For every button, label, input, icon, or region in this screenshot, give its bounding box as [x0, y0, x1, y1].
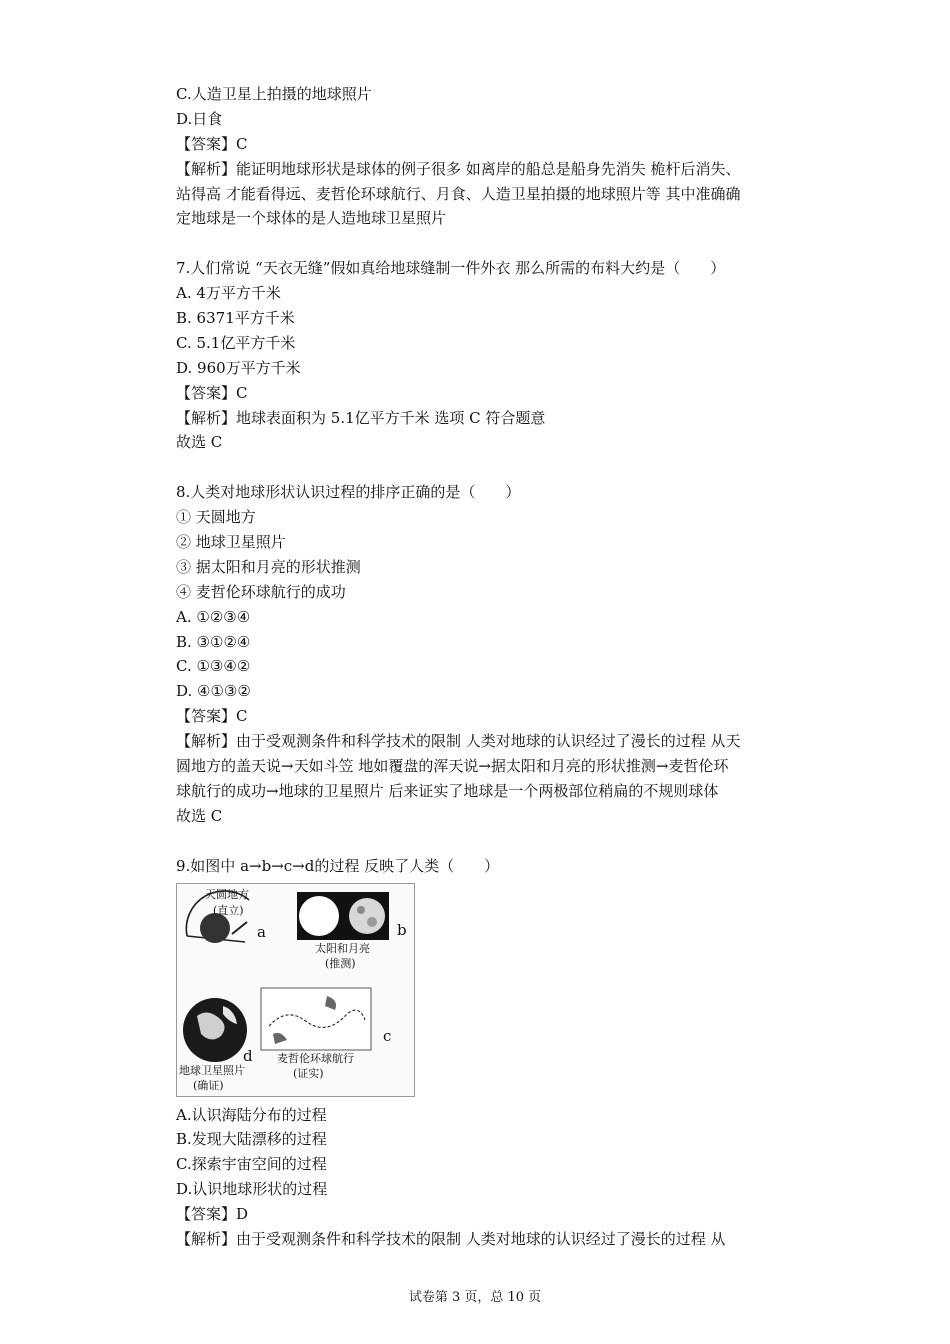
q8-option-a: A. ①②③④: [176, 607, 251, 626]
moon-crater: [357, 906, 365, 914]
page-content: [176, 82, 816, 1252]
figure-a-letter: a: [257, 922, 266, 941]
figure-d-title: 地球卫星照片: [179, 1063, 245, 1077]
q9-question: 9.如图中 a→b→c→d的过程 反映了人类（ ）: [176, 856, 500, 875]
q8-item-1: ① 天圆地方: [176, 508, 256, 527]
spacer: [176, 455, 816, 480]
q8-analysis-line-3: 球航行的成功→地球的卫星照片 后来证实了地球是一个两极部位稍扁的不规则球体: [176, 781, 719, 800]
page-footer: 试卷第 3 页，总 10 页: [408, 1290, 542, 1305]
q9-option-c: C.探索宇宙空间的过程: [176, 1155, 327, 1174]
figure-c-subtitle: (证实): [293, 1066, 324, 1080]
q7-option-d: D. 960万平方千米: [176, 358, 301, 377]
figure-a-title: 天圆地方: [205, 887, 249, 901]
q8-option-c: C. ①③④②: [176, 657, 251, 676]
q7-analysis-line-1: 【解析】地球表面积为 5.1亿平方千米 选项 C 符合题意: [176, 408, 546, 427]
moon-disc: [349, 898, 385, 934]
figure-d-letter: d: [243, 1046, 253, 1065]
q6-option-c: C.人造卫星上拍摄的地球照片: [176, 85, 372, 103]
spacer: [176, 829, 816, 854]
q6-option-d: D.日食: [176, 109, 223, 128]
q6-analysis-line-1: 【解析】能证明地球形状是球体的例子很多 如离岸的船总是船身先消失 桅杆后消失、: [176, 159, 741, 178]
q7-option-c: C. 5.1亿平方千米: [176, 333, 296, 352]
figure-c-letter: c: [383, 1026, 392, 1045]
q6-answer: 【答案】C: [176, 134, 248, 153]
q9-option-d: D.认识地球形状的过程: [176, 1180, 328, 1199]
q7-question: 7.人们常说 “天衣无缝”假如真给地球缝制一件外衣 那么所需的布料大约是（ ）: [176, 259, 726, 278]
q8-question: 8.人类对地球形状认识过程的排序正确的是（ ）: [176, 483, 521, 502]
q6-analysis-line-2: 站得高 才能看得远、麦哲伦环球航行、月食、人造卫星拍摄的地球照片等 其中准确确: [176, 184, 741, 203]
q8-answer: 【答案】C: [176, 707, 248, 726]
sun-disc: [299, 896, 339, 936]
figure-b-subtitle: (推测): [325, 956, 356, 970]
q9-option-b: B.发现大陆漂移的过程: [176, 1130, 327, 1149]
q9-option-a: A.认识海陆分布的过程: [176, 1105, 327, 1124]
q9-answer: 【答案】D: [176, 1205, 249, 1224]
q8-option-b: B. ③①②④: [176, 632, 251, 651]
q8-item-3: ③ 据太阳和月亮的形状推测: [176, 557, 361, 576]
q7-answer: 【答案】C: [176, 383, 248, 402]
q9-analysis-line-1: 【解析】由于受观测条件和科学技术的限制 人类对地球的认识经过了漫长的过程 从: [176, 1229, 726, 1248]
q8-item-2: ② 地球卫星照片: [176, 533, 286, 552]
figure-b-letter: b: [397, 920, 407, 939]
q8-analysis-line-1: 【解析】由于受观测条件和科学技术的限制 人类对地球的认识经过了漫长的过程 从天: [176, 732, 741, 751]
q8-analysis-line-2: 圆地方的盖天说→天如斗笠 地如覆盘的浑天说→据太阳和月亮的形状推测→麦哲伦环: [176, 757, 729, 776]
q8-item-4: ④ 麦哲伦环球航行的成功: [176, 582, 346, 601]
q9-figure: [176, 883, 415, 1097]
spacer: [176, 231, 816, 256]
q8-conclusion: 故选 C: [176, 806, 223, 825]
q8-option-d: D. ④①③②: [176, 682, 251, 701]
q7-conclusion: 故选 C: [176, 433, 223, 452]
figure-a-subtitle: (直立): [213, 903, 244, 917]
moon-crater: [367, 917, 377, 927]
q6-analysis-line-3: 定地球是一个球体的是人造地球卫星照片: [176, 209, 447, 228]
figure-c-title: 麦哲伦环球航行: [277, 1051, 354, 1065]
figure-b-title: 太阳和月亮: [315, 941, 370, 955]
q7-option-a: A. 4万平方千米: [176, 284, 281, 303]
figure-d-subtitle: (确证): [193, 1078, 224, 1092]
q7-option-b: B. 6371平方千米: [176, 309, 295, 328]
